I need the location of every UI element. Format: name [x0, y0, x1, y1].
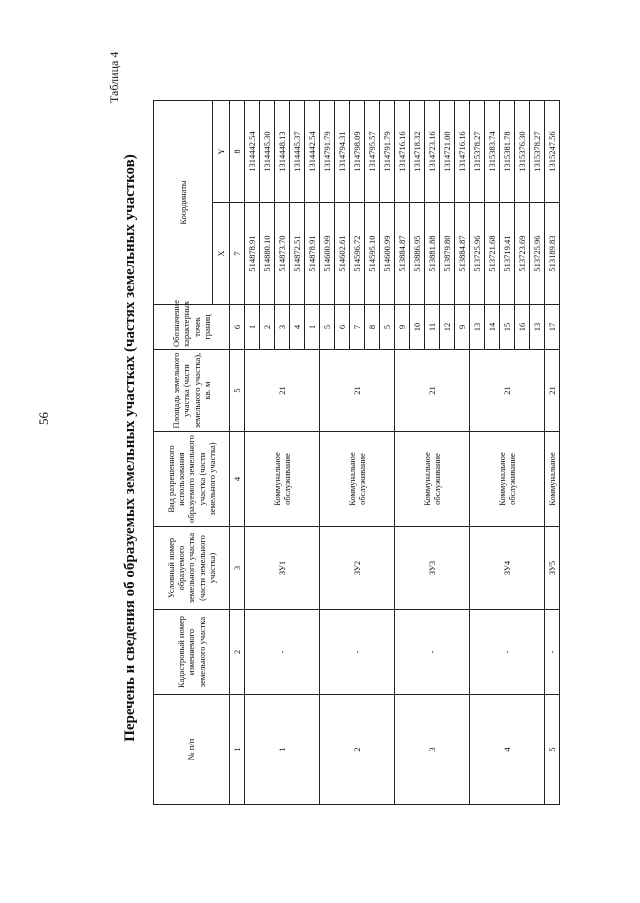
area-cell: 21 — [545, 350, 560, 432]
table-row — [545, 100, 560, 804]
x-coordinate-cell: 513723.69 — [515, 203, 530, 305]
x-coordinate-cell: 513879.80 — [440, 203, 455, 305]
point-cell: 1 — [305, 305, 320, 350]
x-coordinate-cell: 514873.70 — [275, 203, 290, 305]
x-coordinate-cell: 514600.99 — [380, 203, 395, 305]
x-coordinate-cell: 513721.68 — [485, 203, 500, 305]
area-cell: 21 — [470, 350, 545, 432]
column-number: 2 — [230, 610, 245, 695]
x-coordinate-cell: 514602.61 — [335, 203, 350, 305]
y-coordinate-cell: 1314798.09 — [350, 100, 365, 202]
point-cell: 11 — [425, 305, 440, 350]
table-row — [470, 100, 485, 804]
y-coordinate-cell: 1315381.78 — [500, 100, 515, 202]
point-cell: 5 — [380, 305, 395, 350]
point-cell: 1 — [245, 305, 260, 350]
header-cadastral-number: Кадастровый номер изменяемого земельного участка — [154, 610, 230, 695]
cadastral-number-cell: - — [395, 610, 470, 695]
permitted-use-cell: Коммунальное обслуживание — [245, 432, 320, 527]
point-cell: 13 — [470, 305, 485, 350]
header-conditional-number: Условный номер образуемого земельного участка (части земельного участка) — [154, 527, 230, 610]
permitted-use-cell: Коммунальное обслуживание — [320, 432, 395, 527]
y-coordinate-cell: 1314794.31 — [335, 100, 350, 202]
header-area: Площадь земельного участка (части земельного участка), кв. м — [154, 350, 230, 432]
x-coordinate-cell: 513884.87 — [395, 203, 410, 305]
table-row — [245, 100, 260, 804]
column-number-row — [230, 100, 245, 804]
header-permitted-use: Вид разрешенного использования образуемого земельного участка (части земельного участка) — [154, 432, 230, 527]
y-coordinate-cell: 1315378.27 — [470, 100, 485, 202]
cadastral-number-cell: - — [320, 610, 395, 695]
x-coordinate-cell: 514600.99 — [320, 203, 335, 305]
y-coordinate-cell: 1314795.57 — [365, 100, 380, 202]
x-coordinate-cell: 514595.10 — [365, 203, 380, 305]
header-coordinates: Координаты — [154, 100, 213, 304]
x-coordinate-cell: 513189.83 — [545, 203, 560, 305]
cadastral-number-cell: - — [470, 610, 545, 695]
point-cell: 16 — [515, 305, 530, 350]
y-coordinate-cell: 1315383.74 — [485, 100, 500, 202]
x-coordinate-cell: 513725.96 — [470, 203, 485, 305]
point-cell: 7 — [350, 305, 365, 350]
table-body — [245, 100, 560, 804]
x-coordinate-cell: 514878.91 — [305, 203, 320, 305]
permitted-use-cell: Коммунальное обслуживание — [395, 432, 470, 527]
point-cell: 13 — [530, 305, 545, 350]
point-cell: 6 — [335, 305, 350, 350]
point-cell: 12 — [440, 305, 455, 350]
point-cell: 17 — [545, 305, 560, 350]
y-coordinate-cell: 1314716.16 — [395, 100, 410, 202]
area-cell: 21 — [320, 350, 395, 432]
area-cell: 21 — [245, 350, 320, 432]
point-cell: 10 — [410, 305, 425, 350]
x-coordinate-cell: 513719.41 — [500, 203, 515, 305]
column-number: 5 — [230, 350, 245, 432]
conditional-number-cell: ЗУ3 — [395, 527, 470, 610]
x-coordinate-cell: 514872.51 — [290, 203, 305, 305]
column-number: 3 — [230, 527, 245, 610]
point-cell: 15 — [500, 305, 515, 350]
conditional-number-cell: ЗУ5 — [545, 527, 560, 610]
cadastral-number-cell: - — [245, 610, 320, 695]
header-row-number: № п/п — [154, 695, 230, 805]
x-coordinate-cell: 513881.88 — [425, 203, 440, 305]
row-number-cell: 5 — [545, 695, 560, 805]
y-coordinate-cell: 1314718.32 — [410, 100, 425, 202]
point-cell: 8 — [365, 305, 380, 350]
header-x: X — [213, 203, 230, 305]
point-cell: 9 — [455, 305, 470, 350]
header-y: Y — [213, 100, 230, 202]
column-number: 6 — [230, 305, 245, 350]
point-cell: 4 — [290, 305, 305, 350]
y-coordinate-cell: 1314723.16 — [425, 100, 440, 202]
land-plots-table — [153, 100, 560, 805]
permitted-use-cell: Коммунальное обслуживание — [470, 432, 545, 527]
conditional-number-cell: ЗУ1 — [245, 527, 320, 610]
y-coordinate-cell: 1314721.00 — [440, 100, 455, 202]
y-coordinate-cell: 1314442.54 — [245, 100, 260, 202]
row-number-cell: 1 — [245, 695, 320, 805]
y-coordinate-cell: 1314791.79 — [320, 100, 335, 202]
point-cell: 5 — [320, 305, 335, 350]
y-coordinate-cell: 1314442.54 — [305, 100, 320, 202]
y-coordinate-cell: 1314445.37 — [290, 100, 305, 202]
conditional-number-cell: ЗУ4 — [470, 527, 545, 610]
column-number: 1 — [230, 695, 245, 805]
row-number-cell: 3 — [395, 695, 470, 805]
page-number: 56 — [36, 412, 51, 425]
x-coordinate-cell: 513884.87 — [455, 203, 470, 305]
x-coordinate-cell: 514878.91 — [245, 203, 260, 305]
y-coordinate-cell: 1314716.16 — [455, 100, 470, 202]
y-coordinate-cell: 1315376.30 — [515, 100, 530, 202]
x-coordinate-cell: 513886.95 — [410, 203, 425, 305]
row-number-cell: 2 — [320, 695, 395, 805]
point-cell: 3 — [275, 305, 290, 350]
x-coordinate-cell: 513725.96 — [530, 203, 545, 305]
permitted-use-cell: Коммунальное — [545, 432, 560, 527]
column-number: 4 — [230, 432, 245, 527]
column-number: 8 — [230, 100, 245, 202]
cadastral-number-cell: - — [545, 610, 560, 695]
x-coordinate-cell: 514596.72 — [350, 203, 365, 305]
x-coordinate-cell: 514880.10 — [260, 203, 275, 305]
column-number: 7 — [230, 203, 245, 305]
row-number-cell: 4 — [470, 695, 545, 805]
y-coordinate-cell: 1314445.30 — [260, 100, 275, 202]
point-cell: 14 — [485, 305, 500, 350]
document-title: Перечень и сведения об образуемых земельных участках (частях земельных участков) — [122, 154, 138, 742]
header-boundary-points: Обозначение характерных точек границ — [154, 305, 230, 350]
table-caption: Таблица 4 — [107, 51, 121, 103]
point-cell: 9 — [395, 305, 410, 350]
y-coordinate-cell: 1314791.79 — [380, 100, 395, 202]
table-row — [320, 100, 335, 804]
area-cell: 21 — [395, 350, 470, 432]
table-row — [395, 100, 410, 804]
y-coordinate-cell: 1314448.13 — [275, 100, 290, 202]
y-coordinate-cell: 1315378.27 — [530, 100, 545, 202]
point-cell: 2 — [260, 305, 275, 350]
y-coordinate-cell: 1315247.56 — [545, 100, 560, 202]
conditional-number-cell: ЗУ2 — [320, 527, 395, 610]
